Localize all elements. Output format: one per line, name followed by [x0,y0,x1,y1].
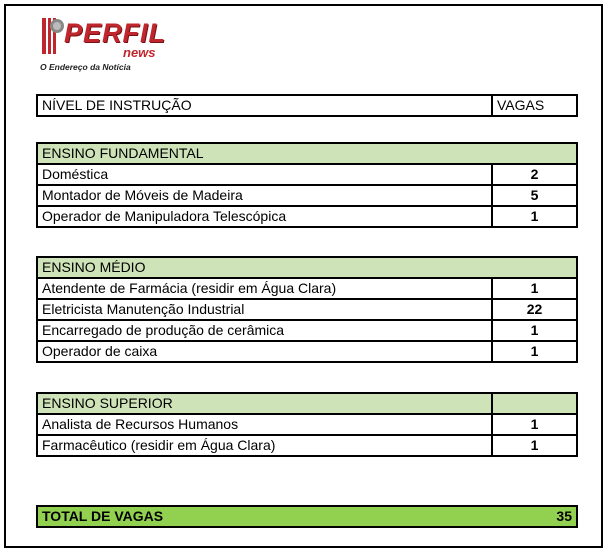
row-value: 1 [492,278,577,299]
logo-tagline: O Endereço da Notícia [40,62,131,72]
row-label: Analista de Recursos Humanos [37,414,492,435]
total-row [37,506,577,527]
row-label: Doméstica [37,164,492,185]
row-label: Operador de caixa [37,341,492,362]
perfil-news-logo [40,16,167,76]
header-row [37,95,577,116]
header-level: NÍVEL DE INSTRUÇÃO [37,95,492,116]
row-label: Atendente de Farmácia (residir em Água Clara) [37,278,492,299]
total-value: 35 [493,506,577,527]
header-vagas: VAGAS [492,95,577,116]
row-value: 1 [492,206,577,227]
row-value: 1 [492,435,577,456]
section-title-blank [492,393,577,414]
row-label: Eletricista Manutenção Industrial [37,299,492,320]
row-label: Farmacêutico (residir em Água Clara) [37,435,492,456]
table-row [37,414,577,435]
row-value: 2 [492,164,577,185]
section-title: ENSINO MÉDIO [37,257,577,278]
row-label: Montador de Móveis de Madeira [37,185,492,206]
row-value: 1 [492,320,577,341]
logo-mark-icon [40,16,66,56]
table-row [37,278,577,299]
row-value: 5 [492,185,577,206]
table-row [37,299,577,320]
table-row [37,341,577,362]
logo-sub: news [123,45,156,60]
section-title: ENSINO FUNDAMENTAL [37,143,577,164]
table-row [37,320,577,341]
table-row [37,185,577,206]
section-fundamental [36,142,578,228]
total-label: TOTAL DE VAGAS [37,506,493,527]
table-row [37,206,577,227]
section-title: ENSINO SUPERIOR [37,393,492,414]
row-label: Operador de Manipuladora Telescópica [37,206,492,227]
row-value: 22 [492,299,577,320]
row-value: 1 [492,341,577,362]
table-row [37,164,577,185]
header-table [36,94,578,117]
logo-brand: PERFIL [64,18,167,48]
section-superior [36,392,578,457]
row-value: 1 [492,414,577,435]
section-medio [36,256,578,363]
row-label: Encarregado de produção de cerâmica [37,320,492,341]
table-row [37,435,577,456]
total-table [36,505,578,528]
